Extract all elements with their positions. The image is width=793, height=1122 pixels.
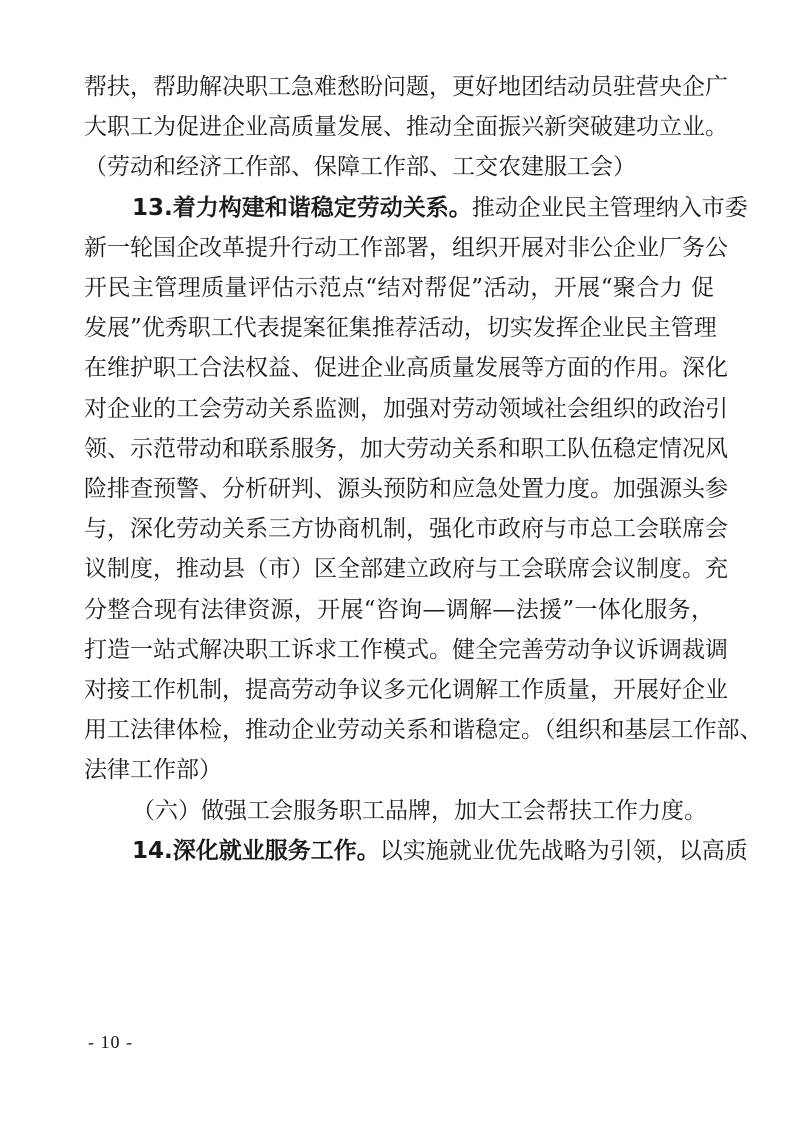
item-13-heading: 13.着力构建和谐稳定劳动关系。: [132, 194, 472, 221]
body-text-line: 新一轮国企改革提升行动工作部署，组织开展对非公企业厂务公: [84, 234, 728, 261]
body-text-run: 以实施就业优先战略为引领，以高质: [379, 837, 748, 864]
body-text-line: 险排查预警、分析研判、源头预防和应急处置力度。加强源头参: [84, 476, 728, 502]
item-13-first-line: [132, 188, 748, 228]
body-text-line: 开民主管理质量评估示范点“结对帮促”活动，开展“聚合力 促: [84, 275, 714, 301]
body-text-line: 大职工为促进企业高质量发展、推动全面振兴新突破建功立业。: [84, 114, 728, 141]
body-text-line: 帮扶，帮助解决职工急难愁盼问题，更好地团结动员驻营央企广: [84, 74, 728, 100]
body-text-line: 对企业的工会劳动关系监测，加强对劳动领域社会组织的政治引: [84, 395, 728, 422]
department-attribution: 法律工作部）: [84, 757, 222, 784]
body-text-run: 推动企业民主管理纳入市委: [471, 194, 748, 221]
body-text-line: 发展”优秀职工代表提案征集推荐活动，切实发挥企业民主管理: [84, 315, 717, 342]
item-14-first-line: [132, 831, 748, 871]
body-text-line: 打造一站式解决职工诉求工作模式。健全完善劳动争议诉调裁调: [84, 636, 728, 663]
section-6-heading: （六）做强工会服务职工品牌，加大工会帮扶工作力度。: [132, 797, 707, 824]
department-attribution: （劳动和经济工作部、保障工作部、工交农建服工会）: [84, 154, 636, 181]
body-text-line: 对接工作机制，提高劳动争议多元化调解工作质量，开展好企业: [84, 677, 728, 703]
body-text-line: 分整合现有法律资源，开展“咨询—调解—法援”一体化服务，: [84, 596, 714, 623]
body-text-line: 议制度，推动县（市）区全部建立政府与工会联席会议制度。充: [84, 556, 728, 583]
body-text-line: 用工法律体检，推动企业劳动关系和谐稳定。（组织和基层工作部、: [84, 717, 763, 744]
body-text-line: 与，深化劳动关系三方协商机制，强化市政府与市总工会联席会: [84, 516, 728, 543]
body-text-line: 领、示范带动和联系服务，加大劳动关系和职工队伍稳定情况风: [84, 435, 728, 462]
page-number: - 10 -: [88, 1032, 133, 1052]
item-14-heading: 14.深化就业服务工作。: [132, 837, 380, 864]
body-text-line: 在维护职工合法权益、促进企业高质量发展等方面的作用。深化: [84, 355, 728, 382]
